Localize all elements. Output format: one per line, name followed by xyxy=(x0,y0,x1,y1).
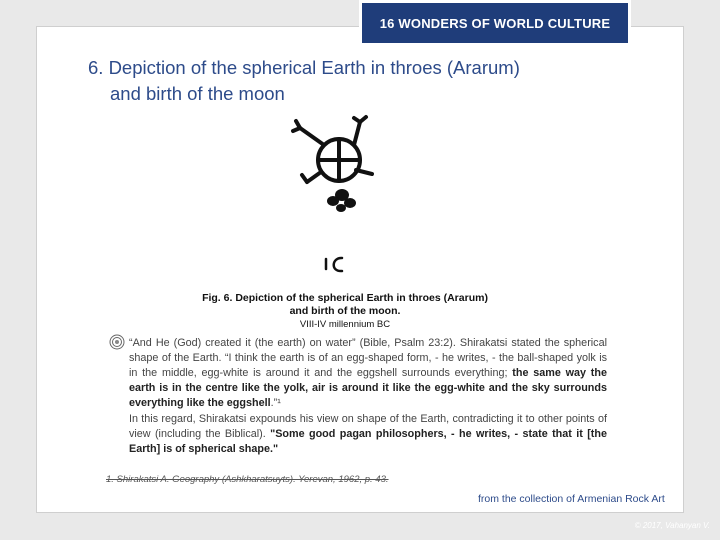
paragraph-1 xyxy=(129,336,607,411)
source-credit: from the collection of Armenian Rock Art xyxy=(478,493,665,505)
paragraph-2-text: In this regard, Shirakatsi expounds his view on shape of the Earth, contradicting it to other points of view (including the Biblical). xyxy=(129,413,607,440)
caption-line-1: Fig. 6. Depiction of the spherical Earth in throes (Ararum) xyxy=(202,292,488,304)
paragraph-1-text: “And He (God) created it (the earth) on water” (Bible, Psalm 23:2). Shirakatsi stated the spherical shape of the Earth. “I think the earth is of an egg-shaped form, - he writes, - the ball-shaped yolk is in the middle, egg-white is around it and the eggshell surrounds everything; xyxy=(129,337,607,379)
title-line-1: 6. Depiction of the spherical Earth in throes (Ararum) xyxy=(88,57,520,78)
paragraph-1-emphasis: the same way the earth is in the centre like the yolk, air is around it like the egg-white and the sky surrounds everything like the eggshell xyxy=(129,367,607,409)
caption-line-2: and birth of the moon. xyxy=(289,305,401,317)
paragraph-1-end: .”¹ xyxy=(270,397,281,409)
paragraph-2 xyxy=(129,412,607,457)
slide-title xyxy=(88,55,648,107)
copyright: © 2017, Vahanyan V. xyxy=(634,521,710,530)
petroglyph-moon-figure xyxy=(320,252,350,276)
caption-line-3: VIII-IV millennium BC xyxy=(299,319,391,330)
figure-caption xyxy=(180,292,510,331)
title-line-2: and birth of the moon xyxy=(110,83,285,104)
bullet-icon xyxy=(108,333,126,351)
header-banner xyxy=(359,0,631,46)
petroglyph-earth-figure xyxy=(284,112,384,216)
body-text xyxy=(129,336,607,457)
paragraph-2-emphasis: "Some good pagan philosophers, - he writes, - state that it [the Earth] is of spherical shape." xyxy=(129,428,607,455)
footnote: 1. Shirakatsi A. Geography (Ashkharatsuyts). Yerevan, 1962, p. 43. xyxy=(106,474,389,485)
header-label: 16 WONDERS OF WORLD CULTURE xyxy=(379,15,611,31)
